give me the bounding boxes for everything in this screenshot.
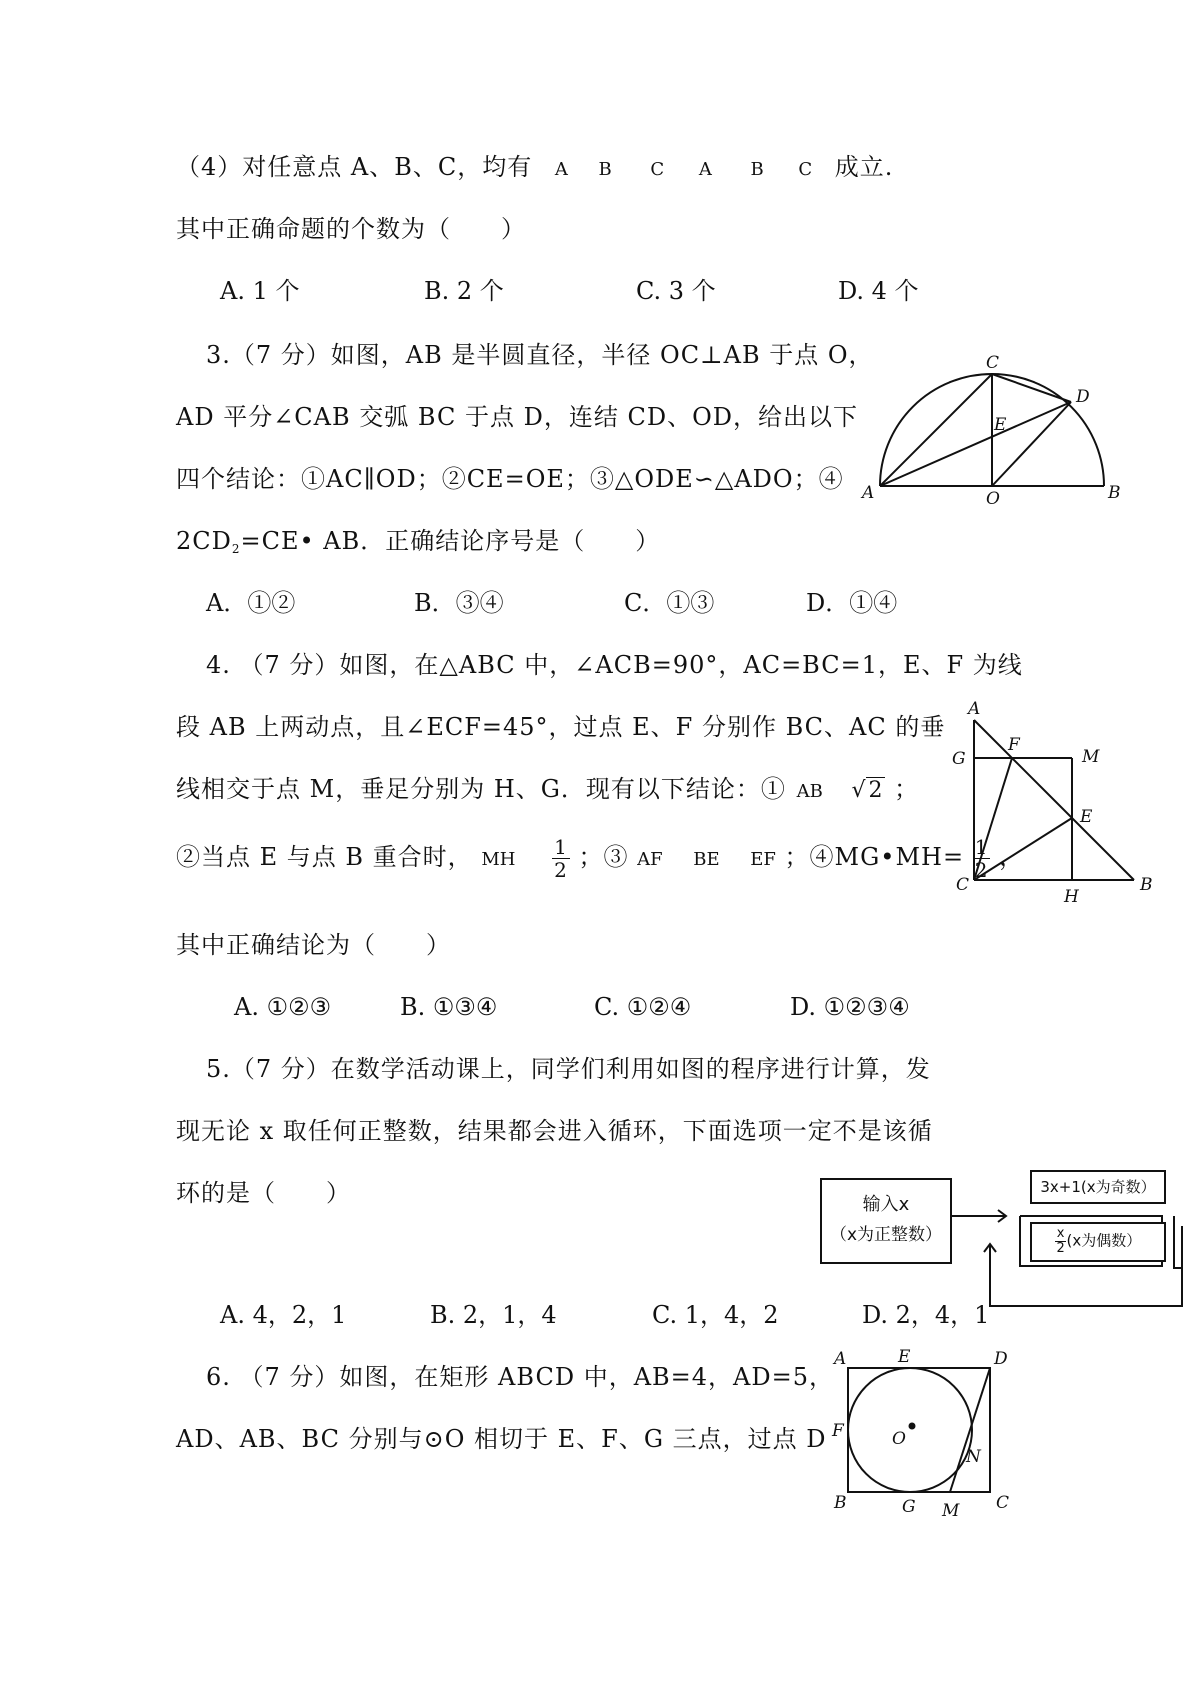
label-h: H [1064, 887, 1079, 907]
flow-input-box [820, 1178, 952, 1264]
label-n: N [966, 1447, 981, 1467]
q3-option-b: B．③④ [414, 589, 504, 617]
label-o: O [892, 1429, 906, 1449]
segment-ce [974, 818, 1072, 880]
q5-line-3: 环的是（ ） [176, 1179, 351, 1207]
segment-cd [992, 374, 1071, 402]
flow-input-label: 输入x [862, 1194, 910, 1215]
flow-odd-rule: 3x+1(x为奇数） [1040, 1178, 1156, 1196]
segment-cf [974, 758, 1012, 880]
q2-question: 其中正确命题的个数为（ ） [176, 215, 526, 243]
q4-option-b: B. ①③④ [400, 993, 498, 1021]
q3-line-2: AD 平分∠CAB 交弧 BC 于点 D，连结 CD、OD，给出以下 [176, 403, 858, 431]
q3-line-4: 2CD2=CE• AB．正确结论序号是（ ） [176, 527, 661, 556]
label-e: E [898, 1347, 911, 1367]
q2-item4: （4）对任意点 A、B、C，均有 A B C A B C 成立. [176, 153, 894, 181]
label-f: F [1008, 735, 1020, 755]
q5-option-b: B. 2，1，4 [430, 1301, 557, 1329]
q4-line-4: ②当点 E 与点 B 重合时， MH $\frac{1}{2}$ ；③ AF BE EF ；④MG•MH= $\frac{1}{2}$ ， [176, 835, 1025, 882]
q6-line-2: AD、AB、BC 分别与⊙O 相切于 E、F、G 三点，过点 D [176, 1425, 827, 1453]
q3-option-a: A．①② [206, 589, 296, 617]
q3-semicircle-figure [858, 352, 1121, 512]
label-m: M [942, 1501, 960, 1521]
sqrt-2: √2 [851, 778, 884, 803]
q6-rectangle-circle-figure [826, 1340, 1026, 1540]
segment-dm [950, 1368, 990, 1492]
segment-ad [880, 402, 1071, 486]
label-e: E [994, 415, 1007, 435]
q4-line-1: 4. （7 分）如图，在△ABC 中，∠ACB=90°，AC=BC=1，E、F 为线 [206, 651, 1023, 679]
q2-option-b: B. 2 个 [424, 277, 504, 305]
q5-line-1: 5.（7 分）在数学活动课上，同学们利用如图的程序进行计算，发 [206, 1055, 931, 1083]
label-b: B [1108, 483, 1121, 503]
label-b: B [1140, 875, 1153, 895]
vector-letter: C [650, 159, 665, 180]
fraction-one-half: $\frac{1}{2}$ [554, 835, 568, 882]
q5-option-a: A. 4，2，1 [220, 1301, 347, 1329]
q3-line-3: 四个结论：①AC∥OD；②CE=OE；③△ODE∽△ADO；④ [176, 465, 844, 493]
label-b: B [834, 1493, 847, 1513]
vector-letter: B [750, 159, 764, 180]
q6-line-1: 6. （7 分）如图，在矩形 ABCD 中，AB=4，AD=5， [206, 1363, 835, 1391]
label-e: E [1080, 807, 1093, 827]
q4-question: 其中正确结论为（ ） [176, 931, 451, 959]
q5-option-c: C. 1，4，2 [652, 1301, 779, 1329]
flow-even-fraction: $\frac{x}{2}$ [1056, 1226, 1065, 1256]
flow-odd-box [1030, 1170, 1166, 1204]
label-c: C [996, 1493, 1010, 1513]
label-d: D [994, 1349, 1008, 1369]
label-a: A [968, 699, 981, 719]
flow-input-condition: （x为正整数） [829, 1225, 943, 1245]
vector-letter: A [698, 159, 712, 180]
label-g: G [902, 1497, 916, 1517]
q3-option-d: D．①④ [806, 589, 898, 617]
label-a: A [862, 483, 875, 503]
q2-option-a: A. 1 个 [220, 277, 300, 305]
fraction-one-half: $\frac{1}{2}$ [974, 835, 989, 882]
vector-letter: C [798, 159, 813, 180]
label-f: F [832, 1421, 844, 1441]
q4-option-d: D. ①②③④ [790, 993, 910, 1021]
label-m: M [1082, 747, 1100, 767]
label-d: D [1076, 387, 1090, 407]
circle-o [848, 1368, 972, 1492]
flow-even-rule: (x为偶数） [1066, 1231, 1142, 1250]
segment-ac [880, 374, 992, 486]
flow-even-box [1030, 1222, 1166, 1262]
label-c: C [956, 875, 970, 895]
q3-line-1: 3.（7 分）如图，AB 是半圆直径，半径 OC⊥AB 于点 O， [206, 341, 874, 369]
q4-option-a: A. ①②③ [234, 993, 332, 1021]
label-g: G [952, 749, 966, 769]
vector-letter: B [598, 159, 612, 180]
q5-line-2: 现无论 x 取任何正整数，结果都会进入循环，下面选项一定不是该循 [176, 1117, 933, 1145]
center-point-o [910, 1424, 915, 1429]
q4-line-3: 线相交于点 M，垂足分别为 H、G．现有以下结论：① AB √2 ； [176, 774, 919, 807]
q5-option-d: D. 2，4，1 [862, 1301, 990, 1329]
label-a: A [834, 1349, 847, 1369]
q4-triangle-figure [950, 700, 1170, 910]
q4-line-2: 段 AB 上两动点，且∠ECF=45°，过点 E、F 分别作 BC、AC 的垂 [176, 713, 946, 741]
rectangle-abcd [848, 1368, 990, 1492]
q3-option-c: C．①③ [624, 589, 715, 617]
q2-option-d: D. 4 个 [838, 277, 919, 305]
vector-letter: A [554, 159, 568, 180]
label-c: C [986, 353, 1000, 373]
q4-option-c: C. ①②④ [594, 993, 692, 1021]
label-o: O [986, 489, 1000, 509]
q2-option-c: C. 3 个 [636, 277, 716, 305]
